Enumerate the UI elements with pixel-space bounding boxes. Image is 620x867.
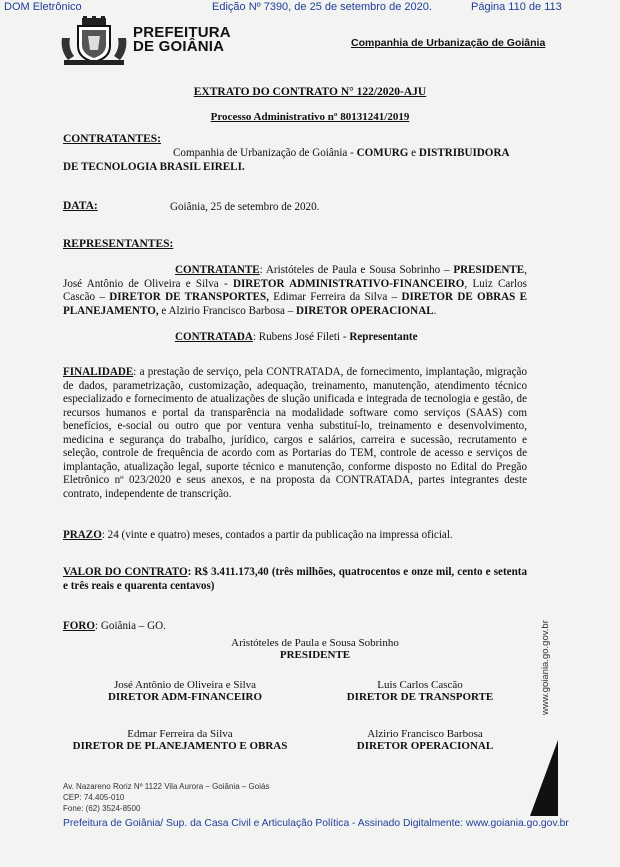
signature-planejamento (50, 728, 310, 752)
logo-line1: PREFEITURA (133, 24, 231, 41)
signature-role: DIRETOR DE PLANEJAMENTO E OBRAS (72, 740, 288, 752)
page-title: EXTRATO DO CONTRATO N° 122/2020-AJU (193, 86, 427, 98)
contratantes-label: CONTRATANTES: (63, 133, 161, 145)
prazo-line: PRAZO: 24 (vinte e quatro) meses, contados a partir da publicação na impressa oficial. (63, 529, 453, 541)
signature-name: José Antônio de Oliveira e Silva (113, 679, 257, 691)
logo-text (133, 26, 231, 54)
address-phone: Fone: (62) 3524-8500 (63, 804, 141, 813)
corner-triangle (530, 740, 558, 816)
process-number: Processo Administrativo nº 80131241/2019 (210, 111, 410, 123)
signature-president (170, 637, 460, 661)
contratante-paragraph: CONTRATANTE: Aristóteles de Paula e Sousa Sobrinho – PRESIDENTE, José Antônio de Oliveira e Silva - DIRETOR ADMINISTRATIVO-FINANCEIRO, Luiz Carlos Cascão – DIRETOR DE TRANSPORTES, Edimar Ferreira da Silva – DIRETOR DE OBRAS E PLANEJAMENTO, e Alzirio Francisco Barbosa – DIRETOR OPERACIONAL. (63, 264, 527, 317)
signature-operacional (325, 728, 525, 752)
signature-role: DIRETOR OPERACIONAL (356, 740, 494, 752)
signature-name: Luis Carlos Cascão (377, 679, 463, 691)
valor-paragraph: VALOR DO CONTRATO: R$ 3.411.173,40 (três milhões, quatrocentos e onze mil, cento e setenta e três reais e quarenta centavos) (63, 566, 527, 592)
signature-name: Edmar Ferreira da Silva (127, 728, 233, 740)
data-value: Goiânia, 25 de setembro de 2020. (170, 201, 320, 213)
coat-of-arms-logo (58, 16, 130, 66)
signature-role: PRESIDENTE (279, 649, 351, 661)
address-block (63, 781, 269, 814)
signature-adm-financeiro (60, 679, 310, 703)
address-cep: CEP: 74.405-010 (63, 793, 125, 802)
data-label: DATA: (63, 200, 98, 212)
company-name: Companhia de Urbanização de Goiânia (351, 37, 546, 49)
finalidade-paragraph: FINALIDADE: a prestação de serviço, pela CONTRATADA, de fornecimento, implantação, migração de dados, parametrização, customização, adequação, treinamento, manutenção, atendimento técnico especializado e fornecimento de atualizações de slução unificada e integrada de tecnologia e gestão, de recursos humanos e portal da transparência na modalidade software como serviços (SAAS) com benefícios, e-social ou outro que por ventura venha substituí-lo, treinamento e desenvolvimento, medicina e segurança do trabalho, jurídico, cargos e salários, carreira e sucessão, recrutamento e seleção, controle de frequência de acordo com as Portarias do TEM, controle de acesso e serviços de implantação, atualização legal, suporte técnico e manutenção, conforme disposto no Edital do Pregão Eletrônico nº 023/2020 e seus anexos, e na proposta da CONTRATADA, partes integrantes deste contrato, independente de transcrição. (63, 366, 527, 500)
representantes-label: REPRESENTANTES: (63, 238, 174, 250)
address-line: Av. Nazareno Roriz Nº 1122 Vila Aurora – Goiânia – Goiás (63, 782, 270, 791)
footer: Prefeitura de Goiânia/ Sup. da Casa Civil e Articulação Política - Assinado Digitalmente: www.goiania.go.gov.br (63, 818, 569, 829)
side-url: www.goiania.go.gov.br (540, 620, 551, 715)
signature-role: DIRETOR ADM-FINANCEIRO (107, 691, 263, 703)
signature-name: Aristóteles de Paula e Sousa Sobrinho (231, 637, 399, 649)
header-right: Página 110 de 113 (471, 1, 562, 13)
signature-role: DIRETOR DE TRANSPORTE (346, 691, 494, 703)
header-left: DOM Eletrônico (4, 1, 82, 13)
signature-transporte (320, 679, 520, 703)
signature-name: Alzirio Francisco Barbosa (367, 728, 483, 740)
contratada-line: CONTRATADA: Rubens José Fileti - Representante (175, 331, 418, 343)
contratantes-text: Companhia de Urbanização de Goiânia - COMURG e DISTRIBUIDORA DE TECNOLOGIA BRASIL EIRELI. (63, 147, 509, 173)
logo-line2: DE GOIÂNIA (133, 38, 225, 55)
foro-line: FORO: Goiânia – GO. (63, 620, 166, 632)
header-center: Edição Nº 7390, de 25 de setembro de 2020. (212, 1, 432, 13)
